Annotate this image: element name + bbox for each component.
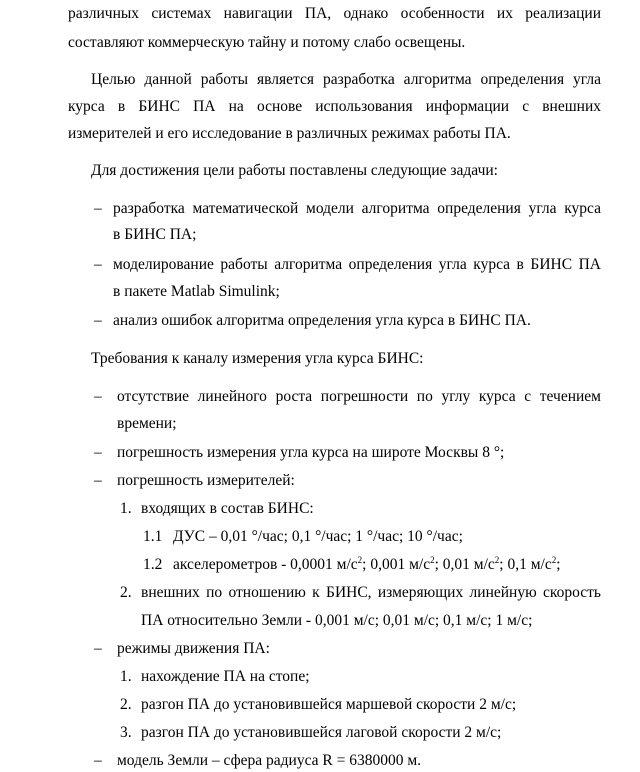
req-1-line-2: времени;	[117, 415, 177, 432]
mode-2-num: 2.	[120, 696, 132, 713]
req-3-dash: –	[94, 472, 102, 489]
superscript-2: 2	[494, 555, 500, 565]
req-3-sub-1-item-2-text	[173, 555, 561, 575]
req-4-dash: –	[94, 640, 102, 657]
superscript-2: 2	[551, 555, 557, 565]
req-4-text: режимы движения ПА:	[117, 640, 270, 657]
superscript-2: 2	[430, 555, 435, 565]
paragraph-1-line-1: различных системах навигации ПА, однако особенности их реализации	[68, 5, 601, 22]
req-5-dash: –	[94, 752, 102, 769]
mode-3-text: разгон ПА до установившейся лаговой скорости 2 м/с;	[141, 724, 502, 741]
req-2-text: погрешность измерения угла курса на широте Москвы 8 °;	[117, 444, 505, 461]
task-1-line-1: разработка математической модели алгоритма определения угла курса	[113, 200, 601, 217]
paragraph-1-line-2: составляют коммерческую тайну и потому слабо освещены.	[68, 34, 466, 51]
mode-3-num: 3.	[120, 724, 132, 741]
task-2-line-1: моделирование работы алгоритма определения угла курса в БИНС ПА	[113, 256, 601, 273]
task-3-line-1: анализ ошибок алгоритма определения угла курса в БИНС ПА.	[113, 312, 531, 329]
req-3-sub-2-num: 2.	[120, 584, 132, 601]
req-3-text: погрешность измерителей:	[117, 472, 295, 489]
paragraph-2-line-3: измерителей и его исследование в различных режимах работы ПА.	[68, 125, 511, 142]
mode-1-num: 1.	[120, 668, 132, 685]
req-3-sub-1-item-1-text: ДУС – 0,01 °/час; 0,1 °/час; 1 °/час; 10 °/час;	[173, 528, 463, 545]
req-5-text: модель Земли – сфера радиуса R = 6380000 м.	[117, 752, 422, 769]
task-1-line-2: в БИНС ПА;	[113, 226, 197, 243]
req-1-line-1: отсутствие линейного роста погрешности по углу курса с течением	[117, 388, 601, 405]
accel-value-1: акселерометров - 0,0001 м/с	[173, 556, 358, 573]
task-2-line-2: в пакете Matlab Simulink;	[113, 283, 280, 300]
accel-value-4: ; 0,1 м/с	[499, 556, 552, 573]
req-3-sub-1-item-1-num: 1.1	[143, 528, 163, 545]
req-1-dash: –	[94, 388, 102, 405]
req-3-sub-2-line-1: внешних по отношению к БИНС, измеряющих линейную скорость	[141, 584, 601, 601]
paragraph-2-line-1: Целью данной работы является разработка алгоритма определения угла	[91, 71, 601, 88]
req-3-sub-1-text: входящих в состав БИНС:	[141, 500, 314, 517]
task-2-dash: –	[94, 256, 102, 273]
paragraph-2-line-2: курса в БИНС ПА на основе использования информации с внешних	[68, 98, 601, 115]
task-1-dash: –	[94, 200, 102, 217]
requirements-intro: Требования к каналу измерения угла курса БИНС:	[91, 350, 424, 367]
mode-1-text: нахождение ПА на стопе;	[141, 668, 310, 685]
accel-value-3: ; 0,01 м/с	[434, 556, 495, 573]
mode-2-text: разгон ПА до установившейся маршевой скорости 2 м/с;	[141, 696, 517, 713]
task-3-dash: –	[94, 312, 102, 329]
req-3-sub-1-num: 1.	[120, 500, 132, 517]
req-3-sub-1-item-2-num: 1.2	[143, 556, 163, 573]
tasks-intro: Для достижения цели работы поставлены следующие задачи:	[91, 162, 498, 179]
req-3-sub-2-line-2: ПА относительно Земли - 0,001 м/с; 0,01 м/с; 0,1 м/с; 1 м/с;	[141, 612, 533, 629]
accel-end: ;	[556, 556, 561, 573]
superscript-2: 2	[357, 555, 363, 565]
accel-value-2: ; 0,001 м/с	[362, 556, 431, 573]
req-2-dash: –	[94, 444, 102, 461]
